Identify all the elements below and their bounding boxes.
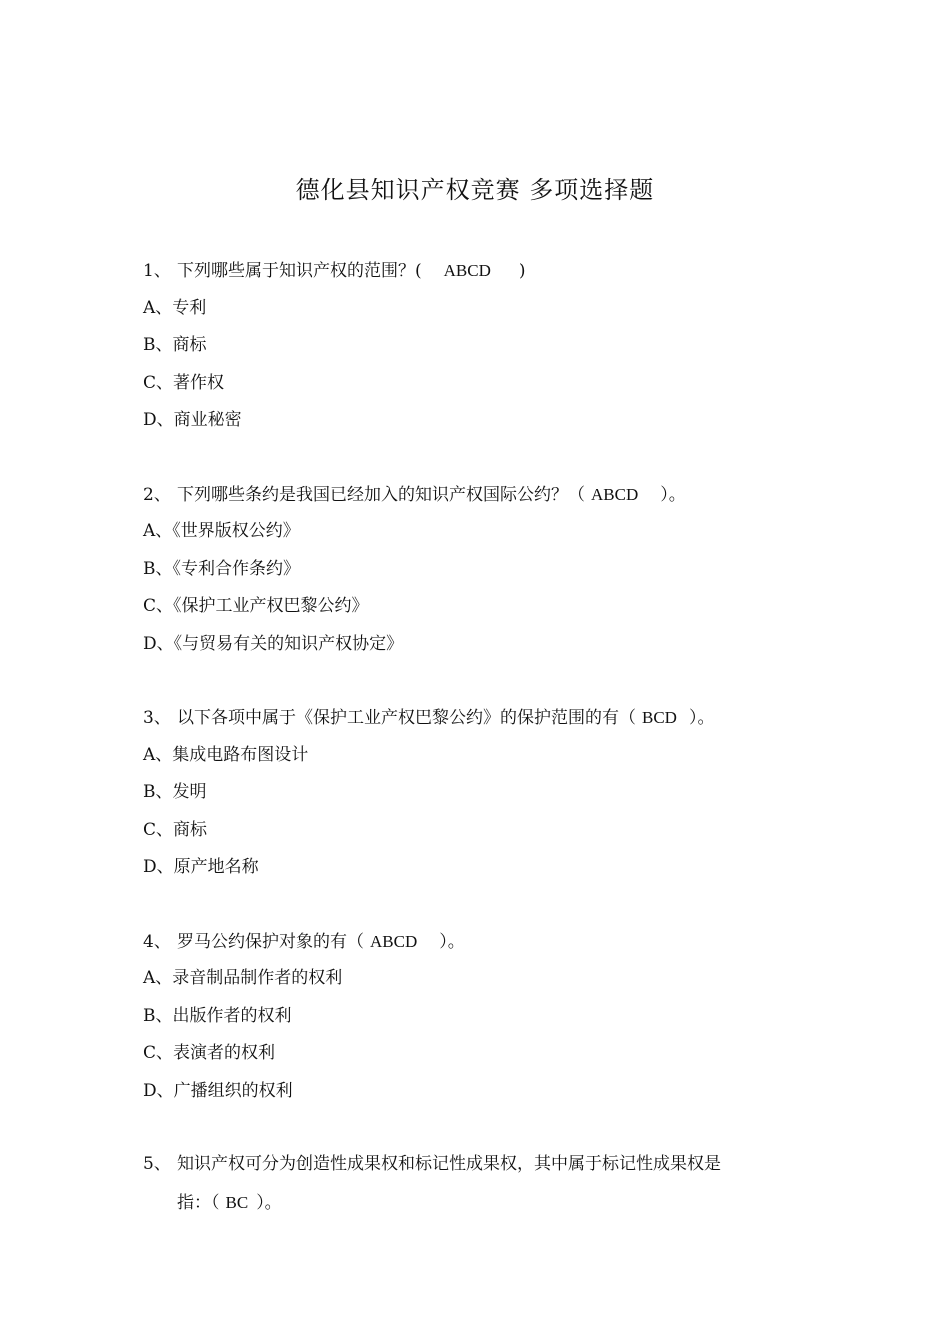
- option-d: D、商业秘密: [143, 410, 242, 430]
- option-c: C、《保护工业产权巴黎公约》: [143, 596, 369, 616]
- question-number: 2、: [143, 484, 171, 505]
- document-title: 德化县知识产权竞赛 多项选择题: [295, 176, 655, 204]
- question-answer: ABCD: [591, 484, 639, 504]
- question-number: 3、: [143, 708, 171, 728]
- question-text: 罗马公约保护对象的有（: [177, 931, 364, 952]
- question-answer: ABCD: [443, 261, 491, 280]
- question-stem: [143, 476, 823, 514]
- question-text: 以下各项中属于《保护工业产权巴黎公约》的保护范围的有（: [177, 708, 636, 728]
- question-close: ）。: [688, 708, 715, 728]
- option-b: B、商标: [143, 335, 207, 355]
- option-d: D、广播组织的权利: [143, 1080, 293, 1101]
- option-a: A、集成电路布图设计: [143, 744, 309, 765]
- question-4: [143, 923, 823, 1111]
- question-stem: [143, 1146, 823, 1184]
- question-close: ）。: [256, 1192, 282, 1213]
- question-answer: ABCD: [370, 931, 418, 951]
- question-text: 指：（: [177, 1192, 220, 1213]
- question-1: [143, 252, 823, 440]
- option-a: A、专利: [143, 297, 207, 318]
- option-a: A、《世界版权公约》: [143, 521, 300, 541]
- question-text: 下列哪些条约是我国已经加入的知识产权国际公约？（: [177, 484, 585, 505]
- option-d: D、原产地名称: [143, 857, 259, 877]
- question-stem-continued: [143, 1184, 823, 1222]
- question-3: [143, 699, 823, 887]
- question-stem: [143, 923, 823, 961]
- question-2: [143, 476, 823, 664]
- option-b: B、发明: [143, 782, 207, 802]
- question-answer: BC: [225, 1192, 249, 1212]
- option-c: C、商标: [143, 819, 208, 840]
- question-answer: BCD: [642, 708, 677, 727]
- question-5: [143, 1146, 823, 1221]
- option-b: B、《专利合作条约》: [143, 558, 300, 579]
- option-a: A、录音制品制作者的权利: [143, 968, 343, 988]
- question-close: ）。: [439, 931, 465, 952]
- question-close: ): [518, 261, 526, 281]
- option-d: D、《与贸易有关的知识产权协定》: [143, 633, 404, 654]
- question-stem: [143, 252, 823, 290]
- question-text: 下列哪些属于知识产权的范围？(: [177, 261, 422, 281]
- question-list: [143, 252, 823, 1257]
- question-close: ）。: [660, 484, 686, 505]
- option-b: B、出版作者的权利: [143, 1005, 292, 1026]
- question-number: 1、: [143, 261, 171, 281]
- question-number: 5、: [143, 1154, 171, 1174]
- option-c: C、表演者的权利: [143, 1043, 276, 1063]
- option-c: C、著作权: [143, 372, 225, 393]
- question-text: 知识产权可分为创造性成果权和标记性成果权，其中属于标记性成果权是: [177, 1154, 721, 1174]
- question-stem: [143, 699, 823, 737]
- question-number: 4、: [143, 931, 171, 952]
